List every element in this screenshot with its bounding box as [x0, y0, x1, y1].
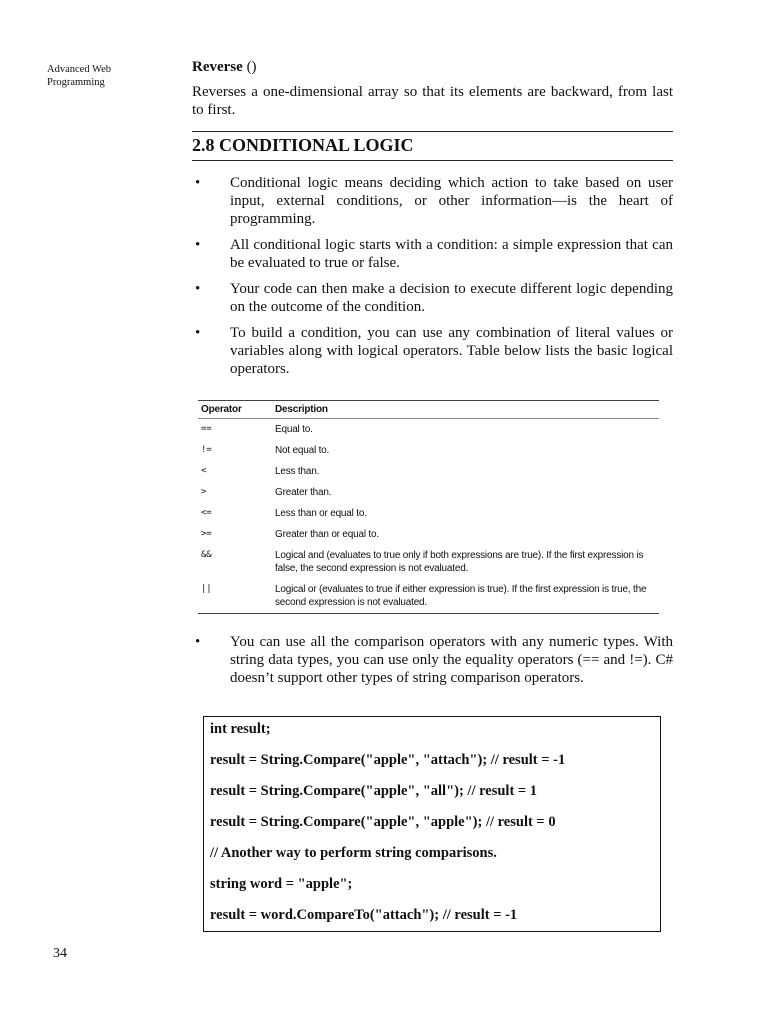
- bullet-dot-icon: •: [195, 281, 201, 297]
- bullet-item: [192, 236, 673, 272]
- bullet-item: [192, 324, 673, 378]
- bullet-dot-icon: •: [195, 175, 201, 191]
- table-row: [198, 503, 659, 524]
- description-cell: Less than or equal to.: [275, 508, 367, 519]
- bullet-dot-icon: •: [195, 237, 201, 253]
- operator-cell: >: [201, 487, 207, 497]
- description-cell: Greater than.: [275, 487, 332, 498]
- code-line: result = word.CompareTo("attach"); // result = -1: [210, 907, 518, 923]
- code-line: result = String.Compare("apple", "all"); // result = 1: [210, 783, 538, 799]
- code-line: int result;: [210, 721, 271, 737]
- reverse-method-title: [192, 58, 673, 77]
- reverse-method-name: Reverse: [192, 59, 243, 75]
- reverse-method-parens: (): [246, 59, 257, 75]
- section-title: 2.8 CONDITIONAL LOGIC: [192, 131, 673, 161]
- bullet-item: [192, 280, 673, 316]
- table-row: [198, 545, 659, 579]
- operator-cell: <=: [201, 508, 212, 518]
- reverse-method-description: Reverses a one-dimensional array so that its elements are backward, from last to first.: [192, 84, 673, 118]
- bullet-text: Your code can then make a decision to execute different logic depending on the outcome of the condition.: [230, 281, 673, 315]
- bullet-text: To build a condition, you can use any combination of literal values or variables along with logical operators. Table below lists the basic logical operators.: [230, 325, 673, 377]
- bullet-text: All conditional logic starts with a condition: a simple expression that can be evaluated to true or false.: [230, 237, 673, 271]
- code-line: string word = "apple";: [210, 876, 353, 892]
- code-example-box: [203, 716, 661, 932]
- table-row: [198, 579, 659, 614]
- table-row: [198, 419, 659, 441]
- operator-cell: >=: [201, 529, 212, 539]
- code-line: result = String.Compare("apple", "apple"); // result = 0: [210, 814, 556, 830]
- operator-cell: ||: [201, 584, 212, 594]
- table-row: [198, 440, 659, 461]
- description-cell: Equal to.: [275, 424, 313, 435]
- table-row: [198, 524, 659, 545]
- operator-cell: <: [201, 466, 207, 476]
- description-cell: Greater than or equal to.: [275, 529, 379, 540]
- description-cell: Logical and (evaluates to true only if both expressions are true). If the first expression is false, the second expression is not evaluated.: [275, 550, 644, 574]
- operator-cell: &&: [201, 550, 212, 560]
- bullet-text: You can use all the comparison operators with any numeric types. With string data types, you can use only the equality operators (== and !=). C# doesn’t support other types of string comparison operators.: [230, 634, 673, 686]
- operator-cell: ==: [201, 424, 212, 434]
- comparison-bullet-list: [192, 633, 673, 687]
- description-cell: Not equal to.: [275, 445, 330, 456]
- bullet-dot-icon: •: [195, 325, 201, 341]
- bullet-dot-icon: •: [195, 634, 201, 650]
- reverse-method-section: [192, 58, 673, 119]
- bullet-item: [192, 174, 673, 228]
- table-row: [198, 482, 659, 503]
- column-header-description: Description: [272, 401, 659, 419]
- bullet-item: [192, 633, 673, 687]
- description-cell: Logical or (evaluates to true if either expression is true). If the first expression is true, the second expression is not evaluated.: [275, 584, 647, 608]
- table-row: [198, 461, 659, 482]
- operator-cell: !=: [201, 445, 212, 455]
- code-line: result = String.Compare("apple", "attach"); // result = -1: [210, 752, 566, 768]
- column-header-operator: Operator: [198, 401, 272, 419]
- running-header-label: Advanced Web Programming: [47, 64, 111, 88]
- logical-operators-table: [198, 400, 659, 614]
- conditional-logic-bullet-list: [192, 174, 673, 386]
- page-number: 34: [53, 946, 67, 961]
- bullet-text: Conditional logic means deciding which action to take based on user input, external conditions, or other information—is the heart of programming.: [230, 175, 673, 227]
- description-cell: Less than.: [275, 466, 320, 477]
- code-line: // Another way to perform string comparisons.: [210, 845, 497, 861]
- table-header-row: [198, 401, 659, 419]
